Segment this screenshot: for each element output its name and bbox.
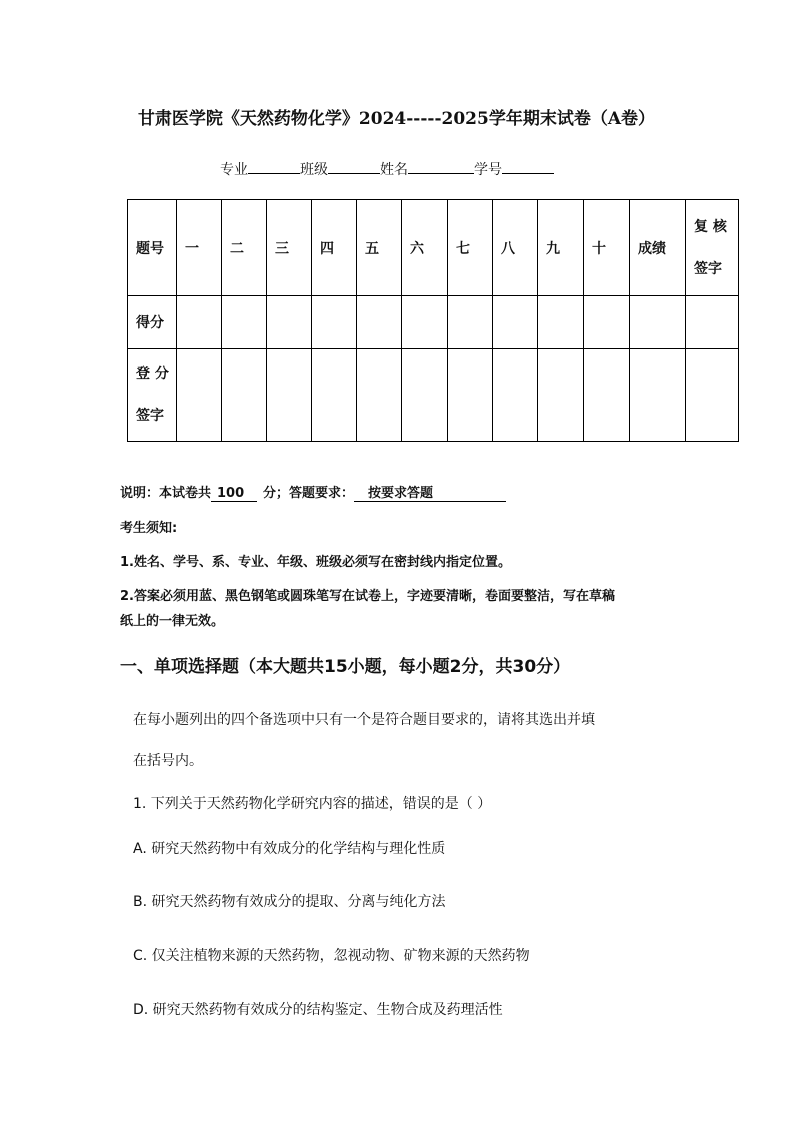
option-b[interactable]: B. 研究天然药物有效成分的提取、分离与纯化方法 xyxy=(133,894,446,910)
score-cell[interactable] xyxy=(312,296,357,349)
header-cell: 十 xyxy=(584,200,630,296)
header-cell: 一 xyxy=(177,200,222,296)
major-blank[interactable] xyxy=(248,159,300,174)
section-title: 一、单项选择题（本大题共15小题，每小题2分，共30分） xyxy=(120,657,571,677)
instr-mid: 分；答题要求： xyxy=(263,486,355,501)
score-cell[interactable] xyxy=(357,296,402,349)
score-cell[interactable] xyxy=(584,296,630,349)
score-cell[interactable] xyxy=(686,296,739,349)
header-cell: 七 xyxy=(448,200,493,296)
header-cell: 成绩 xyxy=(630,200,686,296)
class-blank[interactable] xyxy=(328,159,380,174)
signer-label: 登 分 签字 xyxy=(128,349,177,442)
section-desc: 在每小题列出的四个备选项中只有一个是符合题目要求的，请将其选出并填 xyxy=(133,712,595,728)
signer-cell[interactable] xyxy=(177,349,222,442)
score-cell[interactable] xyxy=(222,296,267,349)
signer-cell[interactable] xyxy=(402,349,448,442)
name-blank[interactable] xyxy=(408,159,474,174)
signer-cell[interactable] xyxy=(312,349,357,442)
signer-cell[interactable] xyxy=(357,349,402,442)
signer-cell[interactable] xyxy=(584,349,630,442)
score-cell[interactable] xyxy=(630,296,686,349)
id-label: 学号 xyxy=(474,162,502,178)
notice-2-cont: 纸上的一律无效。 xyxy=(120,614,225,629)
class-label: 班级 xyxy=(300,162,328,178)
header-cell: 三 xyxy=(267,200,312,296)
signer-cell[interactable] xyxy=(493,349,538,442)
signer-cell[interactable] xyxy=(538,349,584,442)
signer-cell[interactable] xyxy=(686,349,739,442)
answer-requirement: 按要求答题 xyxy=(354,482,506,502)
header-cell: 六 xyxy=(402,200,448,296)
option-d[interactable]: D. 研究天然药物有效成分的结构鉴定、生物合成及药理活性 xyxy=(133,1002,503,1018)
total-score: 100 xyxy=(211,486,257,502)
header-cell: 复 核 签字 xyxy=(686,200,739,296)
option-c[interactable]: C. 仅关注植物来源的天然药物，忽视动物、矿物来源的天然药物 xyxy=(133,948,530,964)
score-table xyxy=(127,199,739,442)
score-cell[interactable] xyxy=(493,296,538,349)
question-1-stem: 1. 下列关于天然药物化学研究内容的描述，错误的是（ ） xyxy=(133,796,492,812)
header-cell: 二 xyxy=(222,200,267,296)
score-label: 得分 xyxy=(128,296,177,349)
score-cell[interactable] xyxy=(448,296,493,349)
signer-cell[interactable] xyxy=(448,349,493,442)
score-cell[interactable] xyxy=(177,296,222,349)
id-blank[interactable] xyxy=(502,159,554,174)
header-cell: 八 xyxy=(493,200,538,296)
name-label: 姓名 xyxy=(380,162,408,178)
exam-title: 甘肃医学院《天然药物化学》2024-----2025学年期末试卷（A卷） xyxy=(137,109,656,129)
student-info-line xyxy=(220,159,554,179)
notice-1: 1.姓名、学号、系、专业、年级、班级必须写在密封线内指定位置。 xyxy=(120,555,511,570)
score-cell[interactable] xyxy=(267,296,312,349)
header-cell: 九 xyxy=(538,200,584,296)
score-cell[interactable] xyxy=(538,296,584,349)
signer-cell[interactable] xyxy=(630,349,686,442)
signer-cell[interactable] xyxy=(222,349,267,442)
header-cell: 五 xyxy=(357,200,402,296)
header-cell: 题号 xyxy=(128,200,177,296)
header-cell: 四 xyxy=(312,200,357,296)
option-a[interactable]: A. 研究天然药物中有效成分的化学结构与理化性质 xyxy=(133,841,446,857)
score-cell[interactable] xyxy=(402,296,448,349)
section-desc-cont: 在括号内。 xyxy=(133,753,203,769)
signer-cell[interactable] xyxy=(267,349,312,442)
notice-title: 考生须知: xyxy=(120,521,178,536)
major-label: 专业 xyxy=(220,162,248,178)
notice-2: 2.答案必须用蓝、黑色钢笔或圆珠笔写在试卷上，字迹要清晰，卷面要整洁，写在草稿 xyxy=(120,589,615,604)
instructions xyxy=(120,482,506,502)
instr-prefix: 说明：本试卷共 xyxy=(120,486,212,501)
